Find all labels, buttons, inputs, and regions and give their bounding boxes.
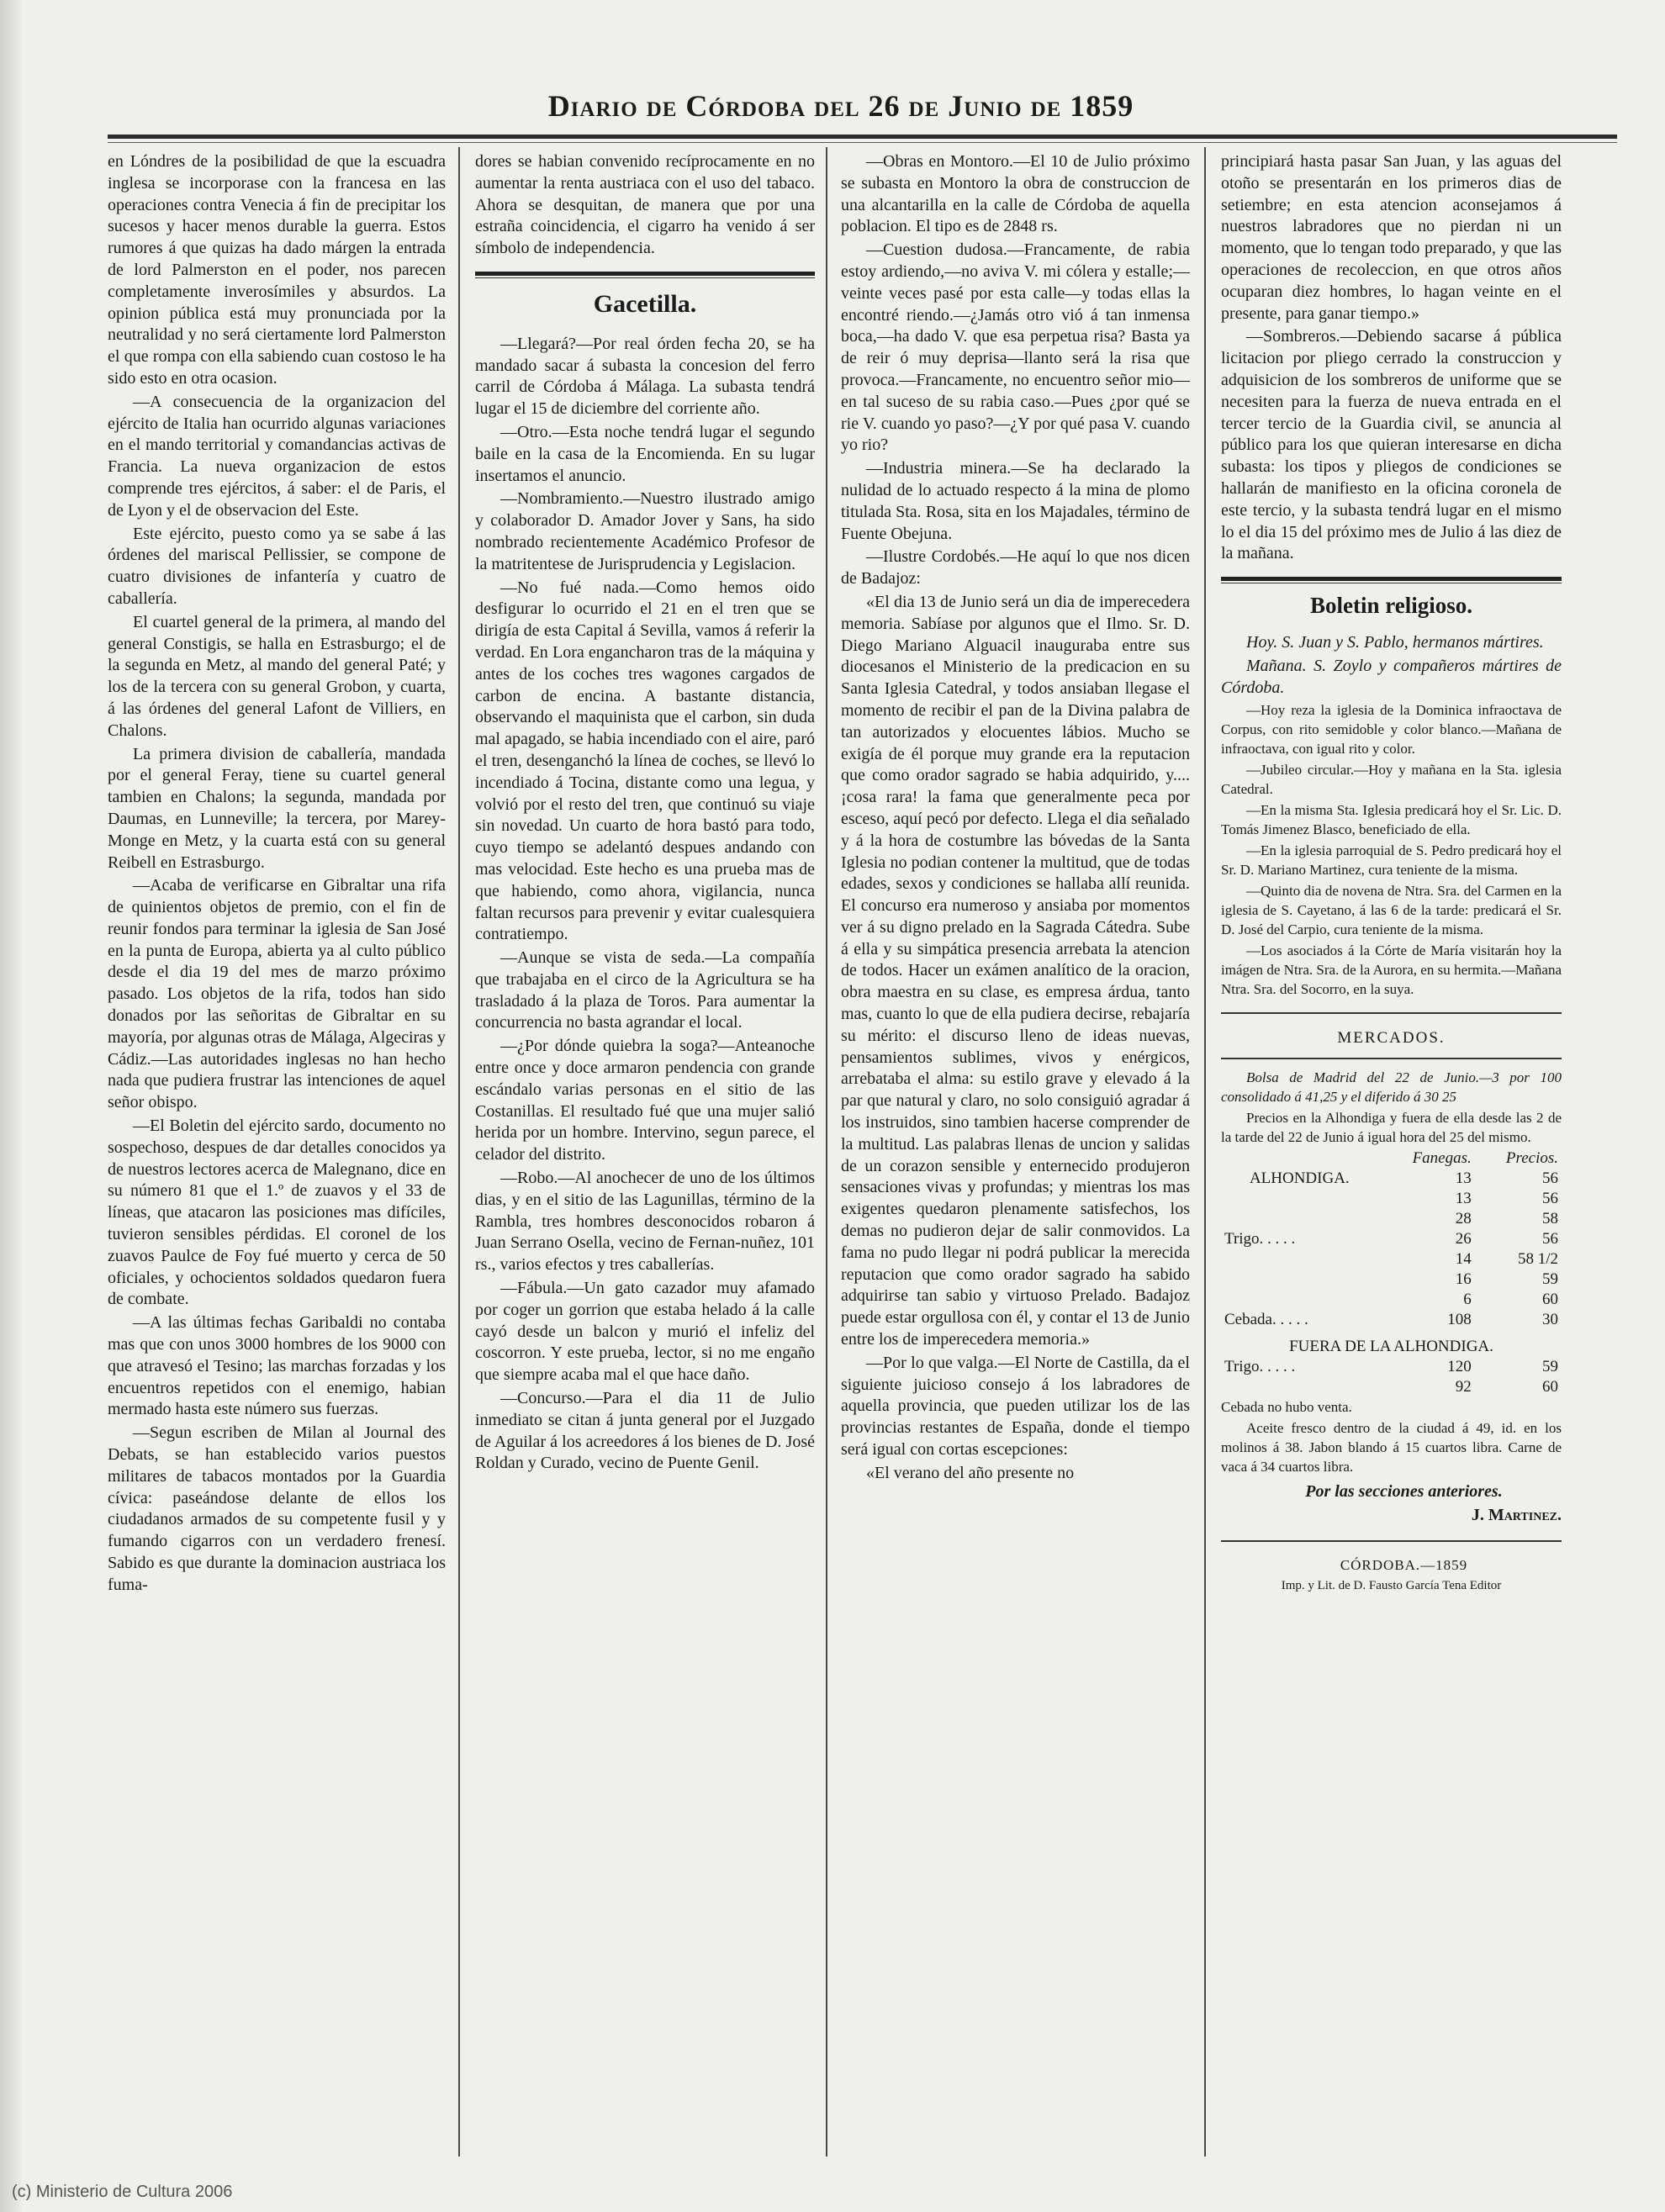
- boletin-item: —Los asociados á la Córte de María visitarán hoy la imágen de Ntra. Sra. de la Aurora, en su hermita.—Mañana Ntra. Sra. del Socorro, en la suya.: [1221, 942, 1562, 998]
- column-4: [1221, 151, 1562, 1597]
- boletin-manana: Mañana. S. Zoylo y compañeros mártires de Córdoba.: [1221, 656, 1562, 697]
- section-rule: [1221, 1012, 1562, 1014]
- page-edge: [0, 0, 22, 2212]
- table-cell: 56: [1542, 1169, 1558, 1188]
- boletin-item: —Quinto dia de novena de Ntra. Sra. del Carmen en la iglesia de S. Cayetano, á las 6 de la tarde: predicará el Sr. D. José del Carpio, cura teniente de la misma.: [1221, 883, 1562, 938]
- masthead: Diario de Córdoba del 26 de Junio de 1859: [547, 89, 1134, 123]
- column-3: [841, 151, 1190, 1486]
- table-cell: 108: [1447, 1311, 1472, 1329]
- table-cell: 13: [1455, 1190, 1472, 1208]
- gacetilla-heading: Gacetilla.: [593, 289, 697, 318]
- column-rule-2: [826, 147, 827, 2157]
- column-rule-1: [458, 147, 460, 2157]
- news-item: —Fábula.—Un gato cazador muy afamado por coger un gorrion que estaba helado á la calle cayó desde un balcon y murió el infeliz del coscorron. Y este prueba, lector, si no me engaño que siempre acaba mal el que hace daño.: [475, 1279, 815, 1385]
- alhondiga-label: ALHONDIGA.: [1249, 1169, 1350, 1188]
- table-cell: 59: [1542, 1358, 1558, 1376]
- boletin-item: —En la misma Sta. Iglesia predicará hoy el Sr. Lic. D. Tomás Jimenez Blasco, beneficiado de ella.: [1221, 802, 1562, 838]
- news-item: —Nombramiento.—Nuestro ilustrado amigo y colaborador D. Amador Jover y Sans, ha sido nombrado recientemente Académico Profesor de la matritentese de Jurisprudencia y Legislacion.: [475, 489, 815, 573]
- table-cell: 16: [1455, 1270, 1472, 1289]
- table-cell: 59: [1542, 1270, 1558, 1289]
- section-rule: [1221, 577, 1562, 581]
- imprenta-linea: Imp. y Lit. de D. Fausto García Tena Editor: [1281, 1578, 1502, 1592]
- copyright-credit: (c) Ministerio de Cultura 2006: [12, 2183, 233, 2201]
- news-item: —Concurso.—Para el dia 11 de Julio inmediato se citan á junta general por el Juzgado de Aguilar á los acreedores á los bienes de D. José Roldan y Curado, vecino de Puente Genil.: [475, 1389, 815, 1473]
- mercados-heading: MERCADOS.: [1337, 1029, 1446, 1048]
- boletin-item: —En la iglesia parroquial de S. Pedro predicará hoy el Sr. D. Mariano Martinez, cura teniente de la misma.: [1221, 842, 1562, 879]
- news-item: —Aunque se vista de seda.—La compañía que trabajaba en el circo de la Agricultura se ha trasladado á la plaza de Toros. Para aumentar la concurrencia no basta agrandar el local.: [475, 948, 815, 1032]
- section-rule: [1221, 1540, 1562, 1542]
- precios-intro: Precios en la Alhondiga y fuera de ella desde las 2 de la tarde del 22 de Junio á igual hora del 25 del mismo.: [1221, 1110, 1562, 1146]
- column-rule-3: [1204, 147, 1206, 2157]
- table-cell: 58: [1542, 1210, 1558, 1228]
- bolsa-line: Bolsa de Madrid del 22 de Junio.—3 por 100 consolidado á 41,25 y el diferido á 30 25: [1221, 1069, 1562, 1106]
- table-cell: 56: [1542, 1230, 1558, 1249]
- trigo-label: Trigo. . . . .: [1224, 1358, 1296, 1376]
- paragraph: principiará hasta pasar San Juan, y las aguas del otoño se presentarán en los primeros dias de setiembre; en esta atencion aconsejamos á nuestros labradores que no pierdan ni un momento, que lo tengan todo preparado, y que las operaciones de recoleccion, en que otros años ocuparan diez hombres, lo hagan veinte en el presente, para ganar tiempo.»: [1221, 152, 1562, 323]
- paragraph: Este ejército, puesto como ya se sabe á las órdenes del mariscal Pellissier, se compone de cuatro divisiones de infantería y cuatro de caballería.: [108, 524, 446, 608]
- news-item: «El verano del año presente no: [866, 1463, 1075, 1482]
- table-cell: 6: [1463, 1291, 1472, 1309]
- market-table: [1221, 1148, 1562, 1397]
- boletin-item: —Hoy reza la iglesia de la Dominica infraoctava de Corpus, con rito semidoble y color blanco.—Mañana de infraoctava, con igual rito y color.: [1221, 702, 1562, 758]
- news-item: —Cuestion dudosa.—Francamente, de rabia estoy ardiendo,—no aviva V. mi cólera y estalle;—veinte veces pasé por esta calle—y todas ellas la encontré riendo.—¿Jamás otro vió á tan inmensa boca,—ha dado V. que esa perpetua risa? Basta ya de reir ó muy deprisa—llanto será la risa que provoca.—Francamente, no encuentro señor mio—en tal suceso de su rabia caso.—Pues ¿por qué se rie V. cuando yo paso?—¿Y por qué pasa V. cuando yo rio?: [841, 240, 1190, 455]
- news-item: —No fué nada.—Como hemos oido desfigurar lo ocurrido el 21 en el tren que se dirigía de esta Capital á Sevilla, vamos á referir la verdad. En Lora engancharon tras de la máquina y antes de los coches tres wagones cargados de carbon de encina. A bastante distancia, observando el maquinista que el carbon, sin duda mal apagado, se habia incendiado con el aire, paró el tren, desenganchó la línea de coches, se llevó lo incendiado á Tocina, distante como una legua, y volvió por el resto del tren, que continuó su viaje sin novedad. Un cuarto de hora bastó para todo, cuyo tiempo se adelantó despues andando con mas velocidad. Este hecho es una prueba mas de que habiendo, como ahora, vigilancia, nunca faltan recursos para prevenir y evitar cualesquiera contratiempo.: [475, 578, 815, 944]
- news-item: —Obras en Montoro.—El 10 de Julio próximo se subasta en Montoro la obra de construccion de una alcantarilla en la calle de Córdoba de aquella poblacion. El tipo es de 2848 rs.: [841, 152, 1190, 236]
- aceite-line: Aceite fresco dentro de la ciudad á 49, id. en los molinos á 38. Jabon blando á 15 cuartos libra. Carne de vaca á 34 cuartos libra.: [1221, 1420, 1562, 1476]
- table-cell: 30: [1542, 1311, 1558, 1329]
- paragraph: El cuartel general de la primera, al mando del general Constigis, se halla en Estrasburgo; el de la segunda en Metz, al mando del general Paté; y los de la tercera con su general Grobon, y cuarta, á las órdenes del general Lafont de Villiers, en Chalons.: [108, 612, 446, 740]
- paragraph: —A consecuencia de la organizacion del ejército de Italia han ocurrido algunas variaciones en el mando territorial y comandancias activas de Francia. La nueva organizacion de estos comprende tres ejércitos, á saber: el de Paris, el de Lyon y el de observacion del Este.: [108, 392, 446, 520]
- news-item: —Ilustre Cordobés.—He aquí lo que nos dicen de Badajoz:: [841, 547, 1190, 589]
- section-rule: [1221, 1058, 1562, 1059]
- boletin-hoy: Hoy. S. Juan y S. Pablo, hermanos mártires.: [1246, 632, 1544, 652]
- cebada-no: Cebada no hubo venta.: [1221, 1399, 1352, 1416]
- news-item: —¿Por dónde quiebra la soga?—Anteanoche entre once y doce armaron pendencia con grande escándalo varias personas en el sitio de las Costanillas. El resultado fué que una mujer salió herida por un hombre. Intervino, segun parece, el celador del distrito.: [475, 1037, 815, 1164]
- table-cell: 56: [1542, 1190, 1558, 1208]
- table-cell: 26: [1455, 1230, 1472, 1249]
- news-item: —Industria minera.—Se ha declarado la nulidad de lo actuado respecto á la mina de plomo titulada Sta. Rosa, sita en los Majadales, término de Fuente Obejuna.: [841, 459, 1190, 543]
- section-rule-thin: [475, 277, 815, 278]
- paragraph: en Lóndres de la posibilidad de que la escuadra inglesa se incorporase con la francesa en las operaciones contra Venecia á fin de precipitar los sucesos y hacer menos durable la guerra. Estos rumores á que quizas ha dado márgen la entrada de lord Palmerston en el poder, nos parecen completamente inverosímiles y absurdos. La opinion pública está muy pronunciada por la neutralidad y no será ciertamente lord Palmerston el que rompa con ella sabiendo cuan costoso le ha sido esto en otra ocasion.: [108, 152, 446, 388]
- cebada-label: Cebada. . . . .: [1224, 1311, 1308, 1329]
- table-cell: 14: [1455, 1250, 1472, 1269]
- paragraph: —El Boletin del ejército sardo, documento no sospechoso, despues de dar detalles conocidos ya de nuestros lectores acerca de Malegnano, dice en su número 81 que el 1.º de zuavos y el 33 de líneas, que atacaron las posiciones mas difíciles, tuvieron sensibles pérdidas. El coronel de los zuavos Paulce de Foy fué muerto y cerca de 50 oficiales, y ochocientos soldados quedaron fuera de combate.: [108, 1117, 446, 1309]
- boletin-item: —Jubileo circular.—Hoy y mañana en la Sta. iglesia Catedral.: [1221, 762, 1562, 798]
- paragraph: —Acaba de verificarse en Gibraltar una rifa de quinientos objetos de premio, con el fin de reunir fondos para terminar la iglesia de San José en la punta de Europa, abierta ya al culto público desde el dia 19 del mes de marzo próximo pasado. Los objetos de la rifa, todos han sido donados por las señoritas de Gibraltar en su mayoría, por algunas otras de Málaga, Algeciras y Cádiz.—Las autoridades inglesas no han hecho nada que pudiera frustrar las intenciones de aquel señor obispo.: [108, 876, 446, 1112]
- table-cell: 13: [1455, 1169, 1472, 1188]
- table-cell: 60: [1542, 1378, 1558, 1396]
- table-cell: 60: [1542, 1291, 1558, 1309]
- section-rule: [475, 272, 815, 276]
- table-cell: 58 1/2: [1517, 1250, 1558, 1269]
- masthead-rule: [108, 135, 1617, 139]
- paragraph: dores se habian convenido recíprocamente en no aumentar la renta austriaca con el uso del tabaco. Ahora se desquitan, de manera que por una estraña coincidencia, el cigarro ha venido á ser símbolo de independencia.: [475, 152, 815, 258]
- fanegas-header: Fanegas.: [1412, 1149, 1472, 1168]
- signature: J. Martinez.: [1471, 1505, 1562, 1524]
- trigo-label: Trigo. . . . .: [1224, 1230, 1296, 1249]
- news-item: —Por lo que valga.—El Norte de Castilla, da el siguiente juicioso consejo á los labradores de aquella provincia, que pueden utilizar los de las provincias restantes de España, donde el tiempo será igual con cortas escepciones:: [841, 1353, 1190, 1460]
- news-item: —Sombreros.—Debiendo sacarse á pública licitacion por pliego cerrado la construccion y adquisicion de los sombreros de uniforme que se necesiten para la fuerza de nueva entrada en el tercer tercio de la Guardia civil, se anuncia al público para los que quieran interesarse en dicha subasta: los tipos y pliegos de condiciones se hallarán de manifiesto en la oficina coronela de este tercio, y la subasta tendrá lugar en el mismo lo el dia 15 del próximo mes de Julio á las diez de la mañana.: [1221, 327, 1562, 563]
- paragraph: La primera division de caballería, mandada por el general Feray, tiene su cuartel general tambien en Chalons; la segunda, mandada por Daumas, en Lunneville; la tercera, por Marey-Monge en Metz, y la cuarta está con su general Reibell en Estrasburgo.: [108, 744, 446, 872]
- precios-header: Precios.: [1505, 1149, 1558, 1168]
- secciones-line: Por las secciones anteriores.: [1305, 1482, 1503, 1502]
- paragraph: —A las últimas fechas Garibaldi no contaba mas que con unos 3000 hombres de los 9000 con que atravesó el Tesino; las marchas forzadas y los encuentros repetidos con el enemigo, habian mermado hasta este número sus fuerzas.: [108, 1313, 446, 1419]
- column-1: [108, 151, 446, 1598]
- table-cell: 120: [1447, 1358, 1472, 1376]
- paragraph: —Segun escriben de Milan al Journal des Debats, se han establecido varios puestos militares de tabacos montados por la Guardia cívica: paseándose delante de ellos los ciudadanos armados de su competente fusil y y fumando cigarros con un verdadero frenesí. Sabido es que durante la dominacion austriaca los fuma-: [108, 1423, 446, 1594]
- column-2: [475, 151, 815, 1476]
- table-cell: 92: [1455, 1378, 1472, 1396]
- table-cell: 28: [1455, 1210, 1472, 1228]
- imprenta-lugar: CÓRDOBA.—1859: [1340, 1556, 1468, 1573]
- boletin-heading: Boletin religioso.: [1310, 593, 1472, 619]
- news-item: —Llegará?—Por real órden fecha 20, se ha mandado sacar á subasta la concesion del ferro carril de Córdoba á Málaga. La subasta tendrá lugar el 15 de diciembre del corriente año.: [475, 334, 815, 419]
- news-item: —Robo.—Al anochecer de uno de los últimos dias, y en el sitio de las Lagunillas, término de la Rambla, tres hombres desconocidos robaron á Juan Serrano Osella, vecino de Fernan-nuñez, 101 rs., varios efectos y tres caballerías.: [475, 1169, 815, 1275]
- masthead-rule-thin: [108, 142, 1617, 143]
- fuera-label: FUERA DE LA ALHONDIGA.: [1289, 1338, 1493, 1356]
- news-item: «El dia 13 de Junio será un dia de imperecedera memoria. Sabíase por algunos que el Ilmo. Sr. D. Diego Mariano Alguacil inauguraba entre sus diocesanos el Ministerio de la predicacion en su Santa Iglesia Catedral, y todos ansiaban llegase el momento de recibir el pan de la Divina palabra de tan autorizados y elocuentes lábios. Mucho se exigía de él porque muy grande era la reputacion que como orador sagrado se habia adquirido, y.... ¡cosa rara! la fama que generalmente peca por esceso, aquí pecó por defecto. Llega el dia señalado y á la hora de costumbre las bóvedas de la Santa Iglesia no podian contener la multitud, que de todas edades, sexos y condiciones se hallaba allí reunida. El concurso era numeroso y ansiaba por momentos ver á su digno prelado en la Sagrada Cátedra. Sube á ella y su simpática presencia arrebata la atencion de todos. Hacer un exámen analítico de la oracion, obra maestra en su clase, es empresa árdua, tanto mas, cuanto lo que de ella pudiera decirse, rebajaría su mérito: el discurso lleno de ideas nuevas, pensamientos sublimes, vivos y enérgicos, arrebataba el alma: su estilo grave y elevado á la par que natural y claro, no solo consiguió agradar á los instruidos, sino tambien hacerse comprender de la multitud. Las palabras llenas de uncion y salidas de un corazon sensible y enternecido produjeron sensaciones vivas y profundas; y mientras los mas exigentes quedaron plenamente satisfechos, los demas no pudieron dejar de salir conmovidos. La fama no pudo llegar ni podrá publicar la merecida reputacion que como orador sagrado ha sabido adquirirse tan sabio y virtuoso Prelado. Badajoz puede estar orgullosa con él, y contar el 13 de Junio entre los de imperecedera memoria.»: [841, 592, 1190, 1349]
- news-item: —Otro.—Esta noche tendrá lugar el segundo baile en la casa de la Encomienda. En su lugar insertamos el anuncio.: [475, 422, 815, 485]
